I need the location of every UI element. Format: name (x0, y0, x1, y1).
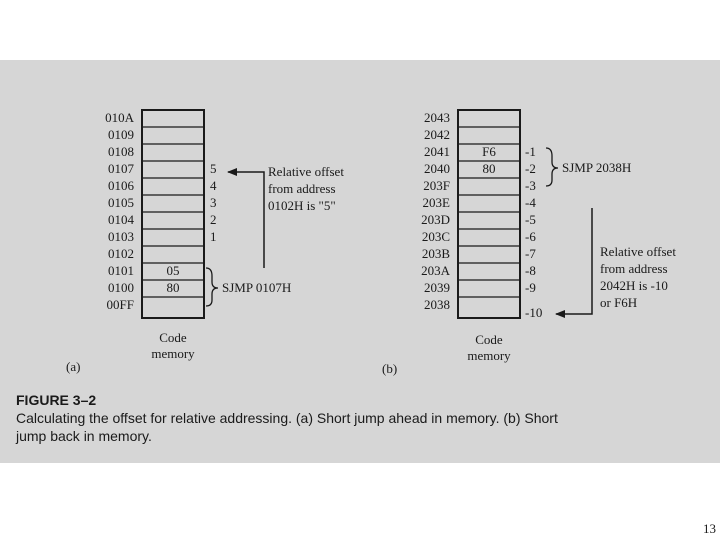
figure-caption: jump back in memory. (16, 428, 152, 444)
offset-label: 4 (210, 178, 217, 193)
relative-offset-note: 0102H is "5" (268, 198, 336, 213)
memory-cell-value: F6 (482, 144, 496, 159)
address-label: 00FF (106, 297, 134, 312)
address-label: 2042 (424, 127, 450, 142)
offset-label: 5 (210, 161, 217, 176)
address-label: 203F (423, 178, 450, 193)
relative-offset-note: from address (600, 261, 668, 276)
address-label: 0103 (108, 229, 134, 244)
address-label: 203E (422, 195, 450, 210)
address-label: 2040 (424, 161, 450, 176)
offset-label: 3 (210, 195, 217, 210)
address-label: 203C (421, 229, 450, 244)
address-label: 0100 (108, 280, 134, 295)
jump-arrow-b (556, 208, 592, 314)
address-label: 2038 (424, 297, 450, 312)
page-number: 13 (703, 521, 716, 536)
memory-block-b (458, 110, 520, 318)
figure-caption: Calculating the offset for relative addressing. (a) Short jump ahead in memory. (b) Short (16, 410, 558, 426)
code-memory-label: Code (159, 330, 187, 345)
address-label: 0109 (108, 127, 134, 142)
memory-cell-value: 80 (166, 280, 180, 295)
code-memory-label: memory (151, 346, 195, 361)
address-label: 0106 (108, 178, 134, 193)
address-label: 2039 (424, 280, 450, 295)
address-label: 2043 (424, 110, 450, 125)
address-label: 0102 (108, 246, 134, 261)
offset-label: -9 (525, 280, 536, 295)
address-label: 010A (105, 110, 134, 125)
relative-offset-note: 2042H is -10 (600, 278, 668, 293)
address-label: 0105 (108, 195, 134, 210)
offset-label: -4 (525, 195, 536, 210)
panel-b-tag: (b) (382, 361, 398, 376)
address-label: 203A (421, 263, 450, 278)
offset-label: -10 (525, 305, 543, 320)
address-label: 0104 (108, 212, 134, 227)
address-label: 203D (421, 212, 450, 227)
offset-label: -5 (525, 212, 536, 227)
offset-label: 2 (210, 212, 217, 227)
address-label: 203B (421, 246, 450, 261)
address-label: 0101 (108, 263, 134, 278)
address-label: 0108 (108, 144, 134, 159)
relative-offset-note: Relative offset (268, 164, 344, 179)
offset-label: -2 (525, 161, 536, 176)
relative-offset-note: Relative offset (600, 244, 676, 259)
offset-label: -7 (525, 246, 536, 261)
address-label: 2041 (424, 144, 450, 159)
brace-a (206, 268, 218, 306)
jump-arrow-a (228, 172, 264, 268)
instruction-label: SJMP 0107H (222, 280, 292, 295)
offset-label: 1 (210, 229, 217, 244)
relative-offset-note: from address (268, 181, 336, 196)
offset-label: -8 (525, 263, 536, 278)
address-label: 0107 (108, 161, 134, 176)
offset-label: -6 (525, 229, 536, 244)
memory-cell-value: 80 (482, 161, 496, 176)
offset-label: -3 (525, 178, 536, 193)
figure-title: FIGURE 3–2 (16, 392, 97, 408)
memory-cell-value: 05 (166, 263, 180, 278)
instruction-label: SJMP 2038H (562, 160, 632, 175)
code-memory-label: Code (475, 332, 503, 347)
offset-label: -1 (525, 144, 536, 159)
panel-a-tag: (a) (66, 359, 81, 374)
code-memory-label: memory (467, 348, 511, 363)
relative-offset-note: or F6H (600, 295, 638, 310)
brace-b (546, 148, 558, 186)
